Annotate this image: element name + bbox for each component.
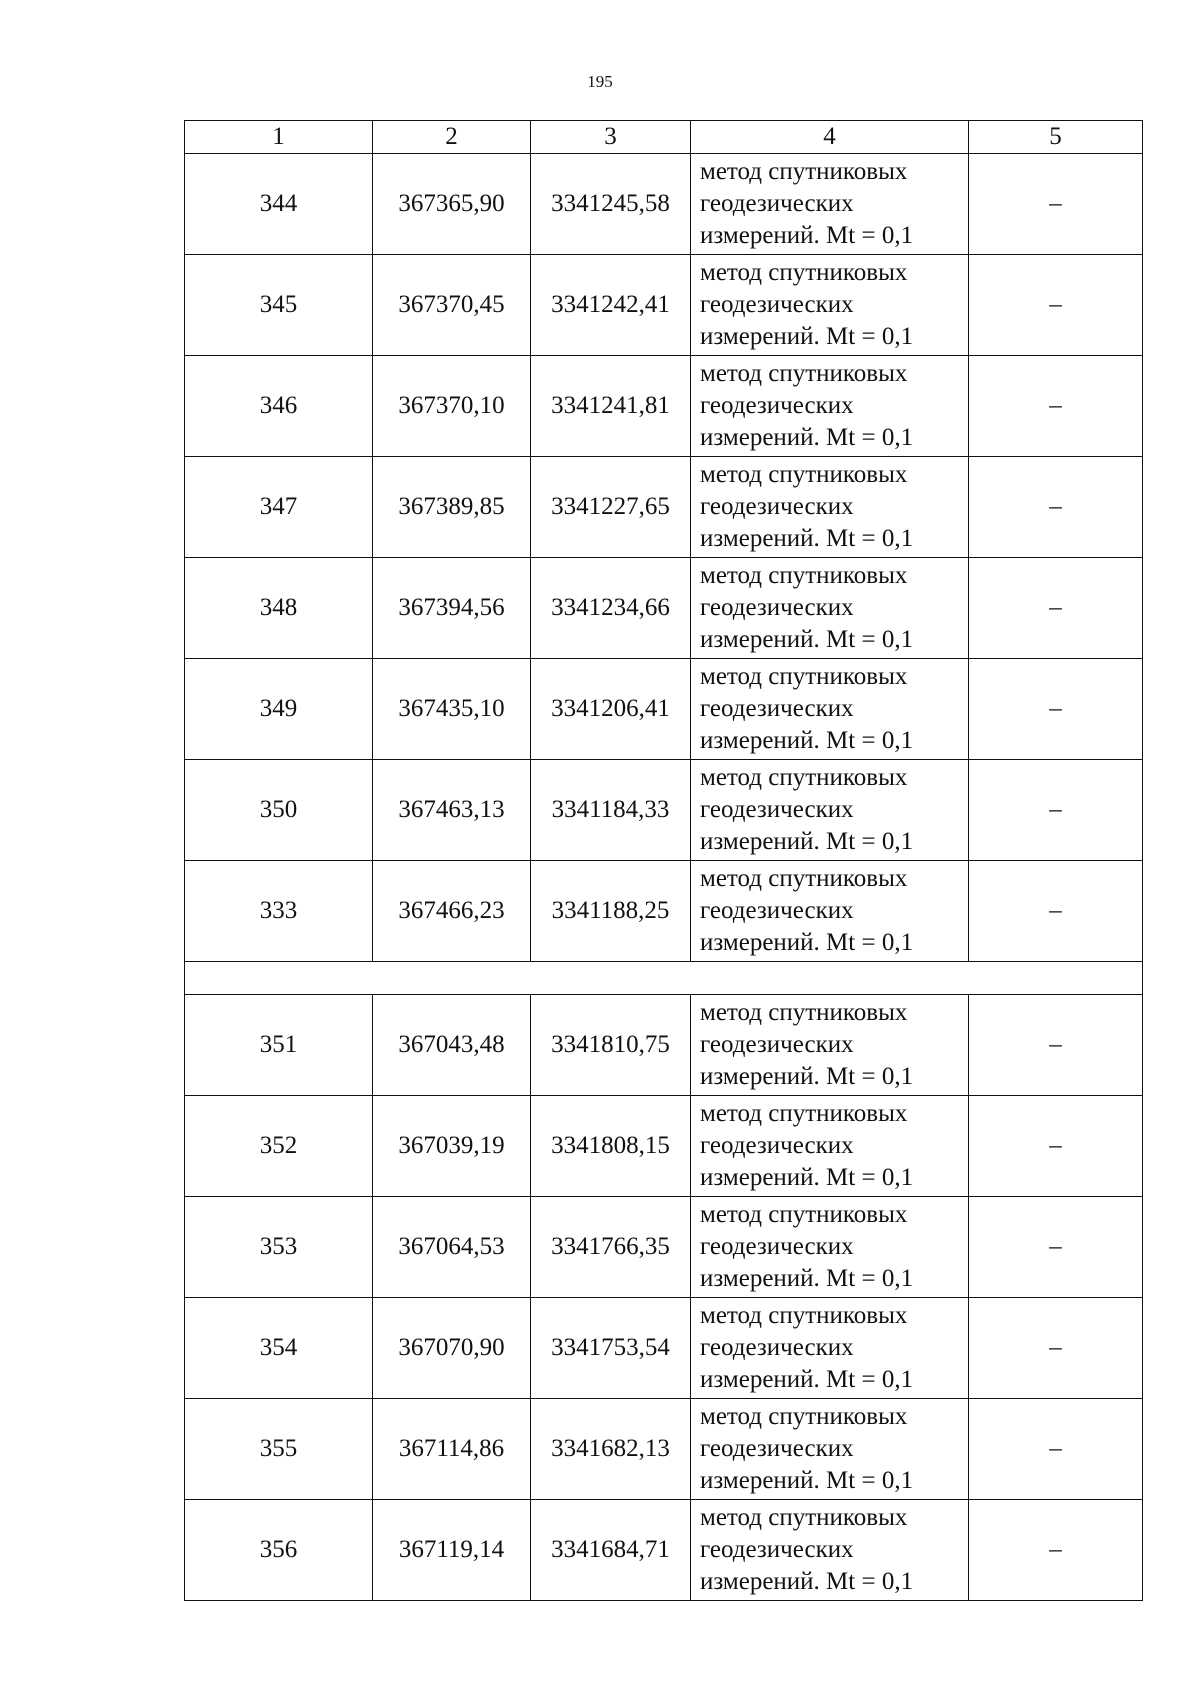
point-number-cell: 350: [185, 760, 373, 861]
note-cell: –: [969, 1197, 1143, 1298]
table-row: [185, 1197, 1143, 1298]
method-text-line-1: метод спутниковых: [700, 1201, 908, 1228]
method-text-line-3: измерений. Mt = 0,1: [700, 929, 914, 956]
header-cell-2: 2: [373, 121, 531, 154]
method-text-line-1: метод спутниковых: [700, 1100, 908, 1127]
method-cell: [691, 1500, 969, 1601]
x-coordinate-cell: 367070,90: [373, 1298, 531, 1399]
table-row: [185, 1500, 1143, 1601]
table-row: [185, 1399, 1143, 1500]
note-cell: –: [969, 760, 1143, 861]
y-coordinate-cell: 3341766,35: [531, 1197, 691, 1298]
method-text-line-1: метод спутниковых: [700, 158, 908, 185]
table-row: [185, 356, 1143, 457]
method-text-line-1: метод спутниковых: [700, 562, 908, 589]
note-cell: –: [969, 861, 1143, 962]
x-coordinate-cell: 367064,53: [373, 1197, 531, 1298]
method-text-line-2: геодезических: [700, 695, 854, 722]
note-cell: –: [969, 995, 1143, 1096]
x-coordinate-cell: 367370,45: [373, 255, 531, 356]
method-text-line-2: геодезических: [700, 190, 854, 217]
table-row: [185, 1298, 1143, 1399]
x-coordinate-cell: 367114,86: [373, 1399, 531, 1500]
note-cell: –: [969, 356, 1143, 457]
note-cell: –: [969, 255, 1143, 356]
table-row: [185, 995, 1143, 1096]
method-text-line-1: метод спутниковых: [700, 1302, 908, 1329]
x-coordinate-cell: 367365,90: [373, 154, 531, 255]
method-text-line-1: метод спутниковых: [700, 999, 908, 1026]
method-text-line-3: измерений. Mt = 0,1: [700, 424, 914, 451]
header-cell-3: 3: [531, 121, 691, 154]
method-text-line-2: геодезических: [700, 594, 854, 621]
method-text-line-1: метод спутниковых: [700, 1403, 908, 1430]
x-coordinate-cell: 367463,13: [373, 760, 531, 861]
method-cell: [691, 995, 969, 1096]
method-cell: [691, 1298, 969, 1399]
method-cell: [691, 255, 969, 356]
coordinates-table: [184, 120, 1143, 1601]
note-cell: –: [969, 1500, 1143, 1601]
y-coordinate-cell: 3341241,81: [531, 356, 691, 457]
method-cell: [691, 1399, 969, 1500]
header-cell-1: 1: [185, 121, 373, 154]
method-text-line-3: измерений. Mt = 0,1: [700, 323, 914, 350]
group-separator-cell: [185, 962, 1143, 995]
point-number-cell: 346: [185, 356, 373, 457]
method-text-line-1: метод спутниковых: [700, 663, 908, 690]
method-text-line-2: геодезических: [700, 1233, 854, 1260]
method-cell: [691, 356, 969, 457]
point-number-cell: 349: [185, 659, 373, 760]
table-row: [185, 154, 1143, 255]
y-coordinate-cell: 3341810,75: [531, 995, 691, 1096]
point-number-cell: 348: [185, 558, 373, 659]
method-text-line-2: геодезических: [700, 1132, 854, 1159]
table-row: [185, 861, 1143, 962]
point-number-cell: 347: [185, 457, 373, 558]
method-text-line-2: геодезических: [700, 291, 854, 318]
method-text-line-1: метод спутниковых: [700, 764, 908, 791]
note-cell: –: [969, 1096, 1143, 1197]
note-cell: –: [969, 1399, 1143, 1500]
point-number-cell: 353: [185, 1197, 373, 1298]
method-text-line-3: измерений. Mt = 0,1: [700, 222, 914, 249]
table-row: [185, 558, 1143, 659]
table-row: [185, 760, 1143, 861]
point-number-cell: 351: [185, 995, 373, 1096]
method-text-line-1: метод спутниковых: [700, 360, 908, 387]
method-cell: [691, 659, 969, 760]
y-coordinate-cell: 3341808,15: [531, 1096, 691, 1197]
header-cell-5: 5: [969, 121, 1143, 154]
method-cell: [691, 1096, 969, 1197]
method-text-line-2: геодезических: [700, 1536, 854, 1563]
method-text-line-3: измерений. Mt = 0,1: [700, 727, 914, 754]
method-text-line-2: геодезических: [700, 493, 854, 520]
method-text-line-2: геодезических: [700, 1334, 854, 1361]
header-row: [185, 121, 1143, 154]
method-cell: [691, 1197, 969, 1298]
method-text-line-3: измерений. Mt = 0,1: [700, 1467, 914, 1494]
note-cell: –: [969, 558, 1143, 659]
table-row: [185, 457, 1143, 558]
x-coordinate-cell: 367389,85: [373, 457, 531, 558]
x-coordinate-cell: 367435,10: [373, 659, 531, 760]
method-text-line-3: измерений. Mt = 0,1: [700, 1265, 914, 1292]
point-number-cell: 354: [185, 1298, 373, 1399]
method-text-line-2: геодезических: [700, 796, 854, 823]
x-coordinate-cell: 367370,10: [373, 356, 531, 457]
group-separator-row: [185, 962, 1143, 995]
note-cell: –: [969, 1298, 1143, 1399]
point-number-cell: 356: [185, 1500, 373, 1601]
page-number: 195: [587, 72, 613, 91]
x-coordinate-cell: 367043,48: [373, 995, 531, 1096]
method-text-line-1: метод спутниковых: [700, 461, 908, 488]
header-cell-4: 4: [691, 121, 969, 154]
method-text-line-3: измерений. Mt = 0,1: [700, 626, 914, 653]
table-row: [185, 1096, 1143, 1197]
x-coordinate-cell: 367466,23: [373, 861, 531, 962]
y-coordinate-cell: 3341206,41: [531, 659, 691, 760]
y-coordinate-cell: 3341184,33: [531, 760, 691, 861]
method-text-line-2: геодезических: [700, 897, 854, 924]
method-text-line-3: измерений. Mt = 0,1: [700, 1164, 914, 1191]
y-coordinate-cell: 3341234,66: [531, 558, 691, 659]
x-coordinate-cell: 367039,19: [373, 1096, 531, 1197]
method-text-line-3: измерений. Mt = 0,1: [700, 1063, 914, 1090]
table-row: [185, 659, 1143, 760]
method-text-line-1: метод спутниковых: [700, 865, 908, 892]
method-cell: [691, 154, 969, 255]
point-number-cell: 345: [185, 255, 373, 356]
method-cell: [691, 760, 969, 861]
method-text-line-2: геодезических: [700, 1031, 854, 1058]
method-text-line-3: измерений. Mt = 0,1: [700, 525, 914, 552]
method-cell: [691, 558, 969, 659]
method-cell: [691, 861, 969, 962]
method-text-line-1: метод спутниковых: [700, 1504, 908, 1531]
point-number-cell: 355: [185, 1399, 373, 1500]
y-coordinate-cell: 3341242,41: [531, 255, 691, 356]
x-coordinate-cell: 367394,56: [373, 558, 531, 659]
note-cell: –: [969, 154, 1143, 255]
table-row: [185, 255, 1143, 356]
method-text-line-2: геодезических: [700, 1435, 854, 1462]
method-text-line-3: измерений. Mt = 0,1: [700, 1366, 914, 1393]
note-cell: –: [969, 659, 1143, 760]
method-text-line-2: геодезических: [700, 392, 854, 419]
y-coordinate-cell: 3341753,54: [531, 1298, 691, 1399]
y-coordinate-cell: 3341682,13: [531, 1399, 691, 1500]
point-number-cell: 344: [185, 154, 373, 255]
method-text-line-1: метод спутниковых: [700, 259, 908, 286]
y-coordinate-cell: 3341227,65: [531, 457, 691, 558]
point-number-cell: 333: [185, 861, 373, 962]
method-cell: [691, 457, 969, 558]
y-coordinate-cell: 3341245,58: [531, 154, 691, 255]
x-coordinate-cell: 367119,14: [373, 1500, 531, 1601]
method-text-line-3: измерений. Mt = 0,1: [700, 1568, 914, 1595]
point-number-cell: 352: [185, 1096, 373, 1197]
note-cell: –: [969, 457, 1143, 558]
y-coordinate-cell: 3341188,25: [531, 861, 691, 962]
method-text-line-3: измерений. Mt = 0,1: [700, 828, 914, 855]
table-body: [185, 121, 1143, 1601]
y-coordinate-cell: 3341684,71: [531, 1500, 691, 1601]
